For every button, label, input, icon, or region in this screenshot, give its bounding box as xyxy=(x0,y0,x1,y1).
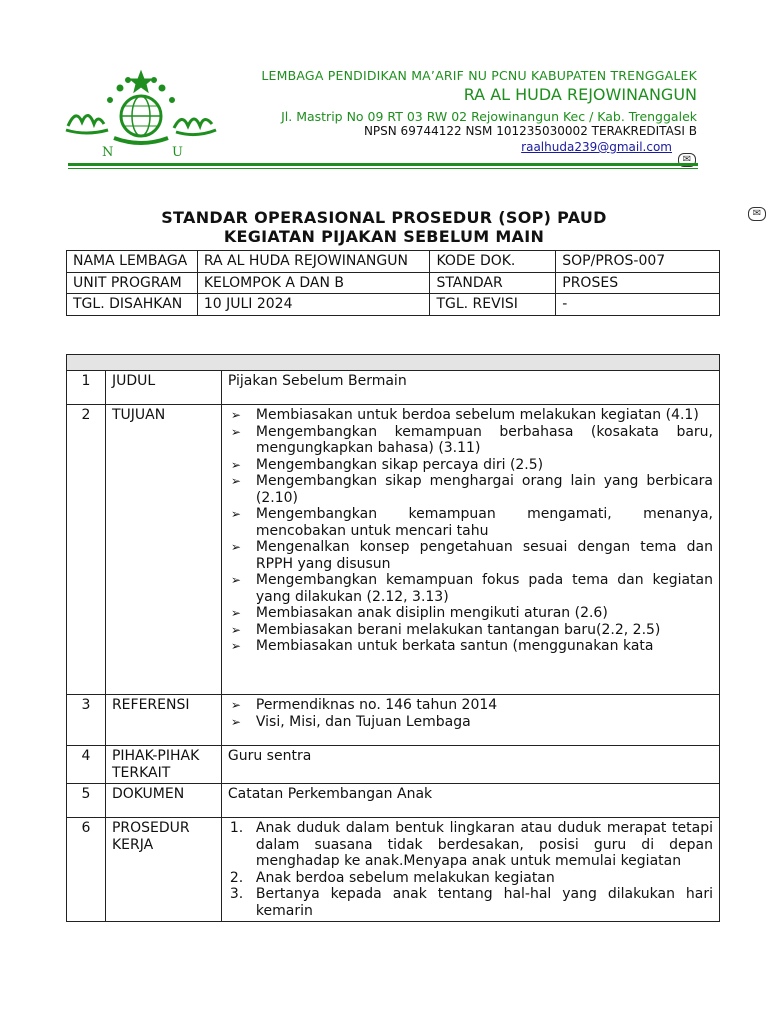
prosedur-list xyxy=(228,820,713,919)
header-divider-thin xyxy=(68,168,698,169)
info-row xyxy=(67,294,720,316)
school-ids: NPSN 69744122 NSM 101235030002 TERAKREDITASI B xyxy=(363,124,697,138)
list-item: ➢ Membiasakan untuk berdoa sebelum melakukan kegiatan (4.1) xyxy=(230,407,699,423)
header-divider xyxy=(68,163,698,166)
mail-icon: ✉ xyxy=(678,153,696,167)
list-item: ➢ Permendiknas no. 146 tahun 2014 xyxy=(230,697,498,713)
list-item: ➢ Mengenalkan konsep pengetahuan sesuai dengan tema dan RPPH yang disusun xyxy=(230,539,713,572)
sop-table xyxy=(66,354,720,922)
list-item: 1. Anak duduk dalam bentuk lingkaran atau duduk merapat tetapi dalam suasana tidak berdesakan, posisi guru di depan menghadap ke anak.Menyapa anak untuk memulai kegiatan xyxy=(229,820,713,869)
info-value: PROSES xyxy=(556,272,720,294)
list-item: ➢ Mengembangkan kemampuan mengamati, menanya, mencobakan untuk mencari tahu xyxy=(230,506,713,539)
row-content: Pijakan Sebelum Bermain xyxy=(221,371,719,405)
shaded-separator-row xyxy=(67,355,720,371)
mail-icon: ✉ xyxy=(748,207,766,221)
row-label: DOKUMEN xyxy=(105,784,221,818)
row-number: 3 xyxy=(67,695,106,746)
row-content: Guru sentra xyxy=(221,746,719,784)
info-value: - xyxy=(556,294,720,316)
doc-title: STANDAR OPERASIONAL PROSEDUR (SOP) PAUD xyxy=(161,208,607,227)
logo-letters: N xyxy=(102,145,114,160)
row-content xyxy=(221,818,719,922)
info-label: STANDAR xyxy=(430,272,556,294)
row-content: Catatan Perkembangan Anak xyxy=(221,784,719,818)
list-item: 2. Anak berdoa sebelum melakukan kegiatan xyxy=(229,869,555,886)
sop-row-prosedur xyxy=(67,818,720,922)
org-name: LEMBAGA PENDIDIKAN MA’ARIF NU PCNU KABUPATEN TRENGGALEK xyxy=(261,68,697,83)
school-address: Jl. Mastrip No 09 RT 03 RW 02 Rejowinangun Kec / Kab. Trenggalek xyxy=(281,109,697,124)
row-content xyxy=(221,695,719,746)
row-label: JUDUL xyxy=(105,371,221,405)
list-item: ➢ Visi, Misi, dan Tujuan Lembaga xyxy=(230,713,471,730)
nu-logo xyxy=(62,66,220,162)
row-number: 4 xyxy=(67,746,106,784)
row-number: 1 xyxy=(67,371,106,405)
info-label: UNIT PROGRAM xyxy=(67,272,198,294)
info-label: NAMA LEMBAGA xyxy=(67,251,198,273)
list-item: ➢ Membiasakan anak disiplin mengikuti aturan (2.6) xyxy=(230,605,608,621)
sop-row-dokumen xyxy=(67,784,720,818)
sop-row-referensi xyxy=(67,695,720,746)
sop-row-pihak xyxy=(67,746,720,784)
sop-row-judul xyxy=(67,371,720,405)
info-label: TGL. REVISI xyxy=(430,294,556,316)
info-value: KELOMPOK A DAN B xyxy=(197,272,430,294)
row-label: TUJUAN xyxy=(105,405,221,695)
info-row xyxy=(67,272,720,294)
info-label: KODE DOK. xyxy=(430,251,556,273)
list-item: ➢ Mengembangkan kemampuan fokus pada tema dan kegiatan yang dilakukan (2.12, 3.13) xyxy=(230,572,713,605)
row-label: PIHAK-PIHAK TERKAIT xyxy=(105,746,221,784)
info-value: RA AL HUDA REJOWINANGUN xyxy=(197,251,430,273)
email-link[interactable]: raalhuda239@gmail.com xyxy=(521,140,672,154)
row-number: 2 xyxy=(67,405,106,695)
svg-text:U: U xyxy=(172,145,183,160)
info-value: SOP/PROS-007 xyxy=(556,251,720,273)
row-content xyxy=(221,405,719,695)
info-value: 10 JULI 2024 xyxy=(197,294,430,316)
list-item: ➢ Membiasakan berani melakukan tantangan baru(2.2, 2.5) xyxy=(230,621,661,638)
list-item: ➢ Membiasakan untuk berkata santun (menggunakan kata xyxy=(230,638,654,654)
row-label: PROSEDUR KERJA xyxy=(105,818,221,922)
info-label: TGL. DISAHKAN xyxy=(67,294,198,316)
tujuan-list xyxy=(228,407,713,655)
referensi-list xyxy=(228,697,713,730)
doc-subtitle: KEGIATAN PIJAKAN SEBELUM MAIN xyxy=(223,227,545,246)
sop-row-tujuan xyxy=(67,405,720,695)
list-item: ➢ Mengembangkan sikap percaya diri (2.5) xyxy=(230,456,544,473)
info-table xyxy=(66,250,720,316)
info-row xyxy=(67,251,720,273)
list-item: ➢ Mengembangkan kemampuan berbahasa (kosakata baru, mengungkapkan bahasa) (3.11) xyxy=(230,423,713,456)
row-label: REFERENSI xyxy=(105,695,221,746)
list-item: ➢ Mengembangkan sikap menghargai orang lain yang berbicara (2.10) xyxy=(230,473,713,506)
logo-star-top xyxy=(130,71,152,92)
row-number: 6 xyxy=(67,818,106,922)
row-number: 5 xyxy=(67,784,106,818)
school-name: RA AL HUDA REJOWINANGUN xyxy=(463,85,697,104)
list-item: 3. Bertanya kepada anak tentang hal-hal yang dilakukan hari kemarin xyxy=(229,886,713,919)
